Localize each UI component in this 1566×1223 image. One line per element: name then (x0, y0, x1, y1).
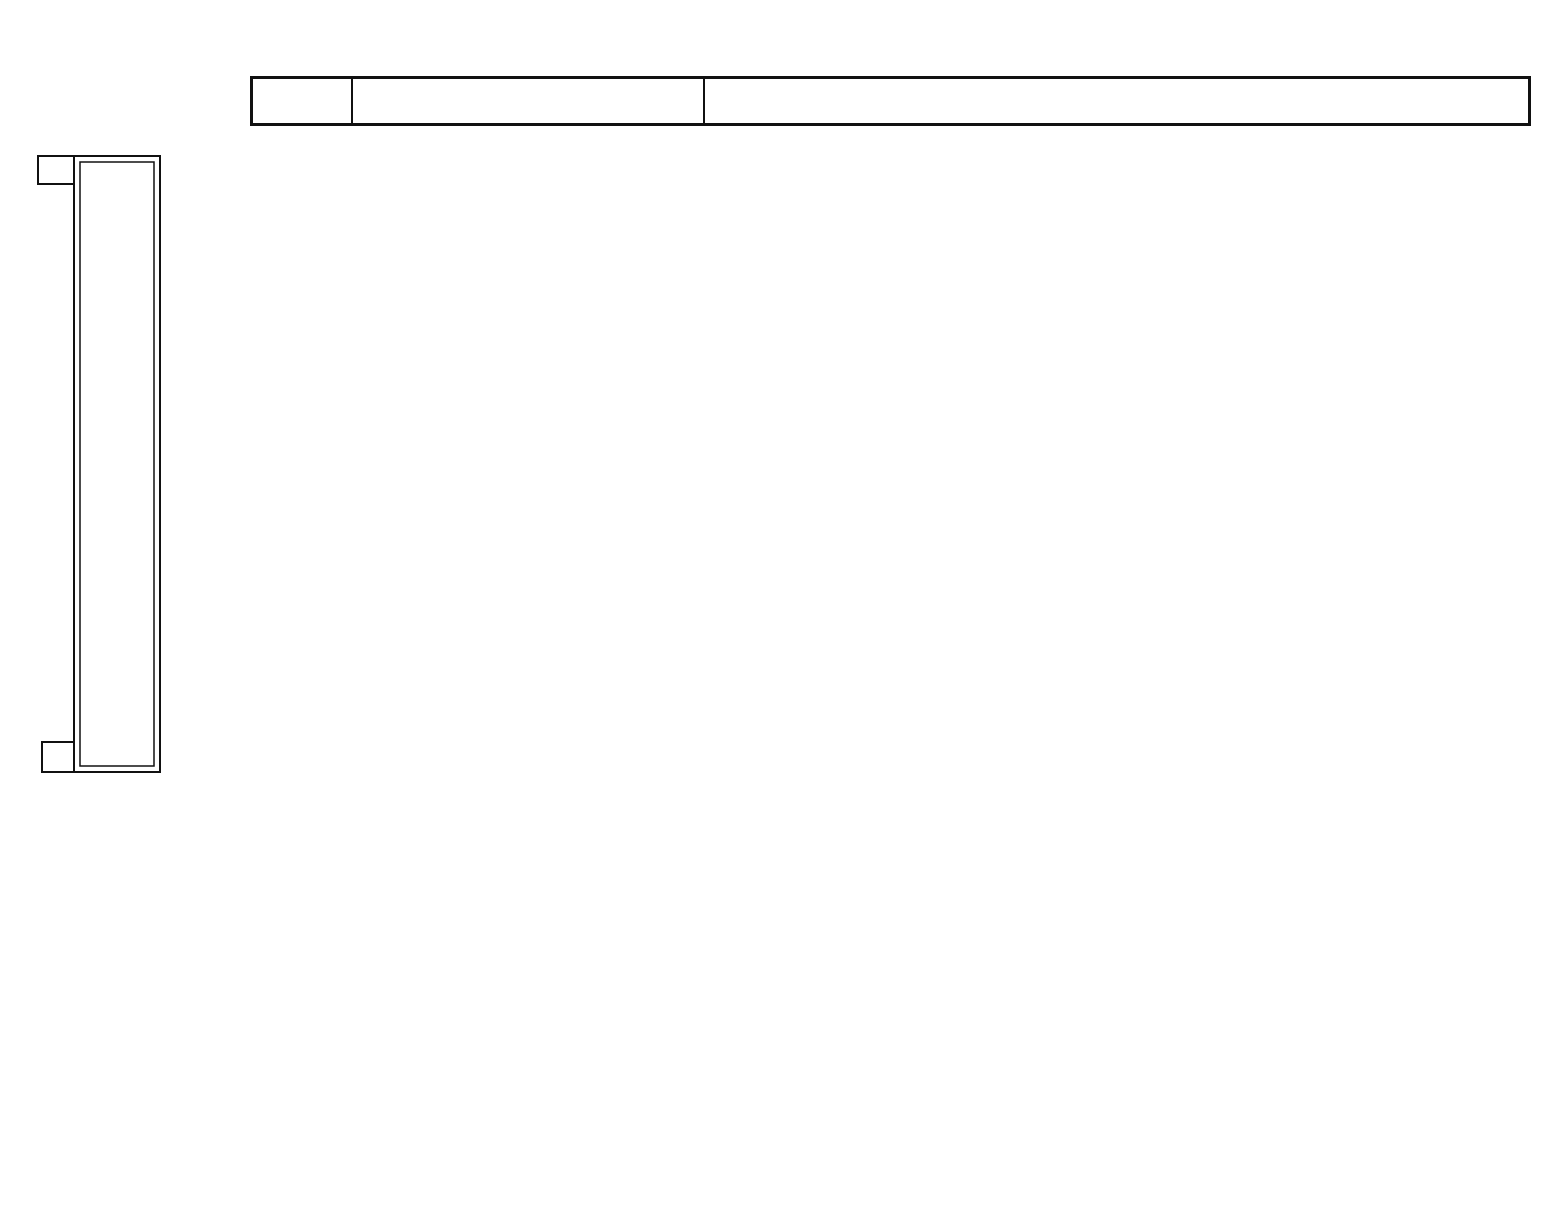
header-function (704, 78, 1530, 125)
connector-inner-frame (80, 162, 154, 766)
connector-housing (74, 156, 160, 772)
header-cav (252, 78, 352, 125)
connector-drawing (0, 0, 230, 800)
connector-top-tab (38, 156, 74, 184)
connector-bottom-tab (42, 742, 74, 772)
table-header-row (252, 78, 1530, 125)
header-circuit (352, 78, 704, 125)
pinout-table (250, 76, 1531, 126)
